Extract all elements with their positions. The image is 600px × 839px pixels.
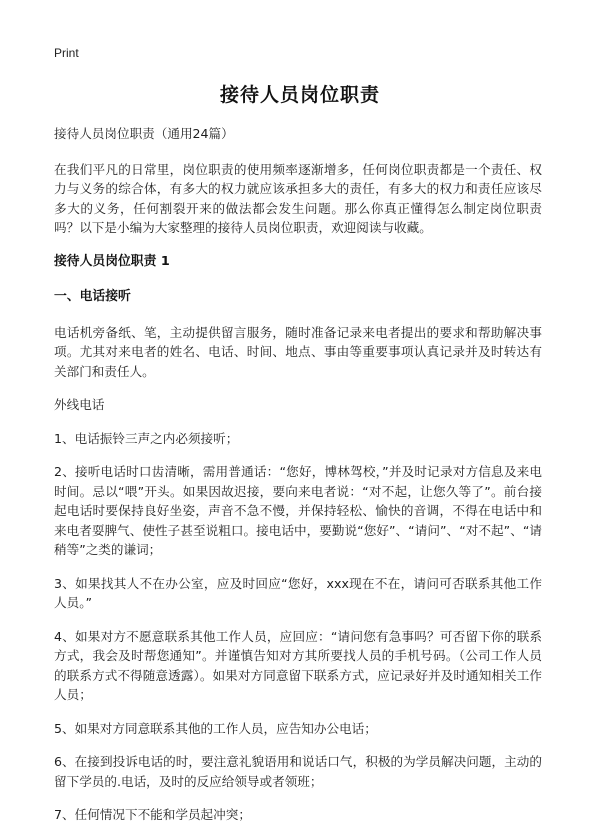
list-item-3: 3、如果找其人不在办公室，应及时回应“您好，xxx现在不在，请问可否联系其他工作人员。” (54, 575, 542, 610)
section-heading-1: 接待人员岗位职责 1 (54, 253, 170, 269)
list-item-2: 2、接听电话时口齿清晰，需用普通话：“您好，博林驾校，”并及时记录对方信息及来电时间。忌以“喂”开头。如果因故迟接，要向来电者说：“对不起，让您久等了”。前台接起电话时要保持良好坐姿，声音不急不慢，并保持轻松、愉快的音调，不得在电话中和来电者耍脾气、使性子甚至说粗口。接电话中，要勤说“您好”、“请问”、“对不起”、“请稍等”之类的谦词； (54, 464, 542, 557)
phone-paragraph: 电话机旁备纸、笔，主动提供留言服务，随时准备记录来电者提出的要求和帮助解决事项。尤其对来电者的姓名、电话、时间、地点、事由等重要事项认真记录并及时转达有关部门和责任人。 (54, 324, 542, 379)
list-item-7: 7、任何情况下不能和学员起冲突； (54, 807, 251, 822)
document-body (54, 124, 542, 839)
subsection-heading-phone: 一、电话接听 (54, 288, 131, 304)
print-label: Print (54, 46, 79, 60)
page-title: 接待人员岗位职责 (219, 84, 380, 106)
list-item-6: 6、在接到投诉电话的时，要注意礼貌语用和说话口气，积极的为学员解决问题，主动的留下学员的.电话，及时的反应给领导或者领班； (54, 754, 542, 789)
intro-paragraph: 在我们平凡的日常里，岗位职责的使用频率逐渐增多，任何岗位职责都是一个责任、权力与义务的综合体，有多大的权力就应该承担多大的责任，有多大的权力和责任应该尽多大的义务，任何割裂开来的做法都会发生问题。那么你真正懂得怎么制定岗位职责吗？以下是小编为大家整理的接待人员岗位职责，欢迎阅读与收藏。 (54, 161, 542, 235)
list-item-1: 1、电话振铃三声之内必须接听； (54, 430, 239, 446)
list-item-5: 5、如果对方同意联系其他的工作人员，应告知办公电话； (54, 720, 377, 736)
list-item-4: 4、如果对方不愿意联系其他工作人员，应回应：“请问您有急事吗？可否留下你的联系方式，我会及时帮您通知”。并谨慎告知对方其所要找人员的手机号码。（公司工作人员的联系方式不得随意透露）。如果对方同意留下联系方式，应记录好并及时通知相关工作人员； (54, 628, 542, 702)
outside-call-label: 外线电话 (54, 397, 105, 412)
document-subtitle: 接待人员岗位职责（通用24篇） (54, 126, 234, 141)
